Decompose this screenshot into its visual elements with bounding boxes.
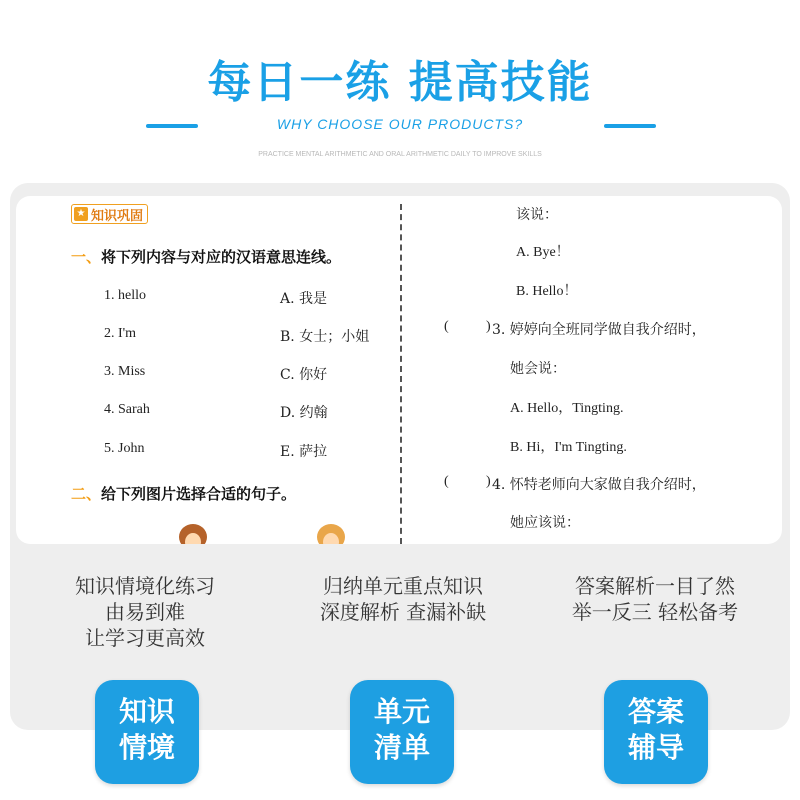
feature-text-2 xyxy=(270,573,536,625)
feature-text-3 xyxy=(522,573,788,625)
match-left-4: 4. Sarah xyxy=(104,402,150,417)
unit-list-button[interactable] xyxy=(350,680,454,784)
option-b-3: B. Hi，I'm Tingting. xyxy=(510,440,627,455)
character-illustration-left xyxy=(176,524,210,544)
question-1-number: 一、 xyxy=(71,248,102,266)
option-b-1: B. Hello！ xyxy=(516,284,578,299)
answer-guide-button-line-1: 答案 xyxy=(627,695,684,728)
answer-guide-button-line-2: 辅导 xyxy=(627,731,684,764)
match-left-3: 3. Miss xyxy=(104,364,146,379)
question-2-number: 二、 xyxy=(71,485,102,503)
feature-3-line-2: 举一反三 轻松备考 xyxy=(571,600,739,624)
match-left-5: 5. John xyxy=(104,441,145,456)
unit-list-button-line-1: 单元 xyxy=(373,695,430,728)
match-right-b: B. 女士；小姐 xyxy=(280,329,370,345)
question-2-prompt: 给下列图片选择合适的句子。 xyxy=(101,485,297,503)
section-badge-label: 知识巩固 xyxy=(91,208,144,224)
q4-paren-open: ( xyxy=(444,474,449,489)
tagline: PRACTICE MENTAL ARITHMETIC AND ORAL ARITHMETIC DAILY TO IMPROVE SKILLS xyxy=(258,151,542,158)
knowledge-context-button-line-2: 情境 xyxy=(118,731,175,764)
star-icon: ★ xyxy=(74,207,88,221)
feature-2-line-1: 归纳单元重点知识 xyxy=(323,574,483,598)
question-1-prompt: 将下列内容与对应的汉语意思连线。 xyxy=(101,248,342,266)
answer-guide-button[interactable] xyxy=(604,680,708,784)
subtitle-line-right xyxy=(604,124,656,128)
feature-1-line-3: 让学习更高效 xyxy=(85,626,205,650)
option-a-3: A. Hello，Tingting. xyxy=(510,401,624,416)
section-badge xyxy=(71,204,148,224)
q4-paren-close: ) xyxy=(486,474,491,489)
feature-2-line-2: 深度解析 查漏补缺 xyxy=(319,600,487,624)
option-a-1: A. Bye！ xyxy=(516,245,570,260)
subtitle-line-left xyxy=(146,124,198,128)
question-3-text: 3. 婷婷向全班同学做自我介绍时， xyxy=(492,322,706,338)
match-right-c: C. 你好 xyxy=(280,367,328,383)
page-title: 每日一练 提高技能 xyxy=(207,57,593,108)
match-right-a: A. 我是 xyxy=(280,291,328,307)
question-2-heading xyxy=(71,483,296,504)
feature-text-1 xyxy=(12,573,278,651)
match-right-e: E. 萨拉 xyxy=(280,444,328,460)
match-left-2: 2. I'm xyxy=(104,326,137,341)
subtitle: WHY CHOOSE OUR PRODUCTS? xyxy=(276,116,524,132)
question-3-cont: 她会说： xyxy=(510,361,566,377)
question-1-heading xyxy=(71,246,341,267)
feature-3-line-1: 答案解析一目了然 xyxy=(575,574,735,598)
question-4-text: 4. 怀特老师向大家做自我介绍时， xyxy=(492,477,706,493)
q3-paren-open: ( xyxy=(444,319,449,334)
knowledge-context-button-line-1: 知识 xyxy=(118,695,175,728)
question-4-cont: 她应该说： xyxy=(510,515,580,531)
worksheet-preview xyxy=(16,196,782,544)
match-left-1: 1. hello xyxy=(104,288,146,303)
column-divider xyxy=(400,204,402,544)
unit-list-button-line-2: 清单 xyxy=(373,731,430,764)
character-illustration-right xyxy=(314,524,348,544)
feature-1-line-2: 由易到难 xyxy=(105,600,185,624)
knowledge-context-button[interactable] xyxy=(95,680,199,784)
right-line-1: 该说： xyxy=(516,207,558,223)
q3-paren-close: ) xyxy=(486,319,491,334)
feature-1-line-1: 知识情境化练习 xyxy=(75,574,215,598)
subtitle-row xyxy=(0,116,800,136)
match-right-d: D. 约翰 xyxy=(280,405,328,421)
